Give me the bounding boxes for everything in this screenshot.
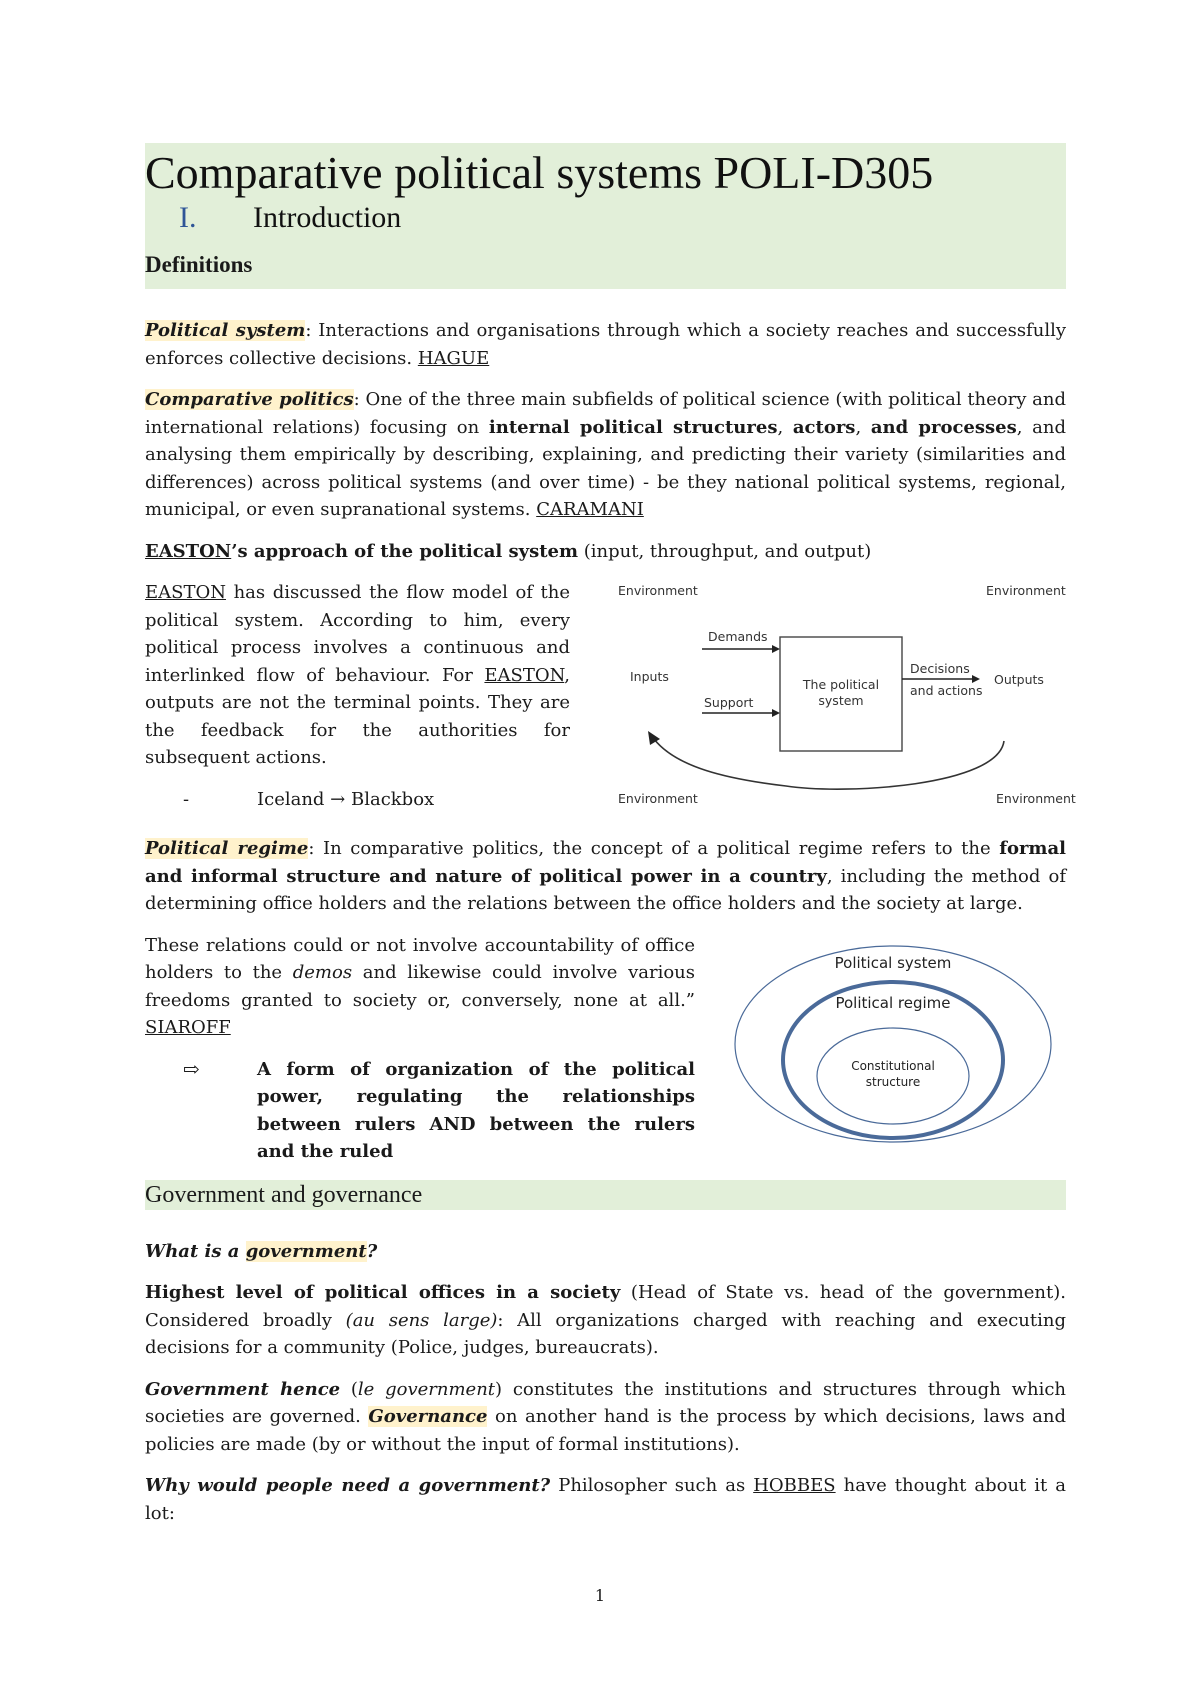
government-hence-paragraph: Government hence (le government) constitutes the institutions and structures through which societies are governed. Governance on another hand is the process by which decisions, laws and policies are made (by or without the input of formal institutions). bbox=[145, 1378, 1066, 1455]
document-title: Comparative political systems POLI-D305 bbox=[145, 147, 934, 198]
term-government: government bbox=[245, 1240, 367, 1262]
term-political-system: Political system bbox=[145, 320, 306, 341]
author-hobbes: HOBBES bbox=[753, 1475, 836, 1496]
relations-paragraph: These relations could or not involve accountability of office holders to the demos and likewise could involve various freedoms granted to society or, conversely, none at all.” SIAROFF bbox=[145, 934, 696, 1038]
title-block bbox=[145, 143, 1066, 289]
bullet-dash: - bbox=[183, 788, 190, 810]
label-environment-bottom-left: Environment bbox=[618, 791, 698, 806]
label-support: Support bbox=[704, 695, 754, 710]
regime-section bbox=[145, 932, 1066, 1166]
author-easton: EASTON bbox=[145, 540, 232, 562]
why-government-paragraph: Why would people need a government? Philosopher such as HOBBES have thought about it a lot: bbox=[145, 1475, 1066, 1524]
easton-paragraph: EASTON has discussed the flow model of the political system. According to him, every political process involves a continuous and interlinked flow of behaviour. For EASTON, outputs are not the terminal points. They are the feedback for the authorities for subsequent actions. bbox=[145, 582, 570, 768]
easton-flow-diagram bbox=[606, 581, 1076, 821]
regime-summary-text: A form of organization of the political power, regulating the relationships between rulers AND between the rulers and the ruled bbox=[257, 1058, 695, 1162]
label-inputs: Inputs bbox=[630, 669, 669, 684]
section-number: I. bbox=[179, 201, 197, 234]
label-political-regime: Political regime bbox=[835, 993, 951, 1012]
label-political-system: Political system bbox=[834, 953, 952, 972]
feedback-loop-arrow bbox=[654, 739, 1004, 789]
author-caramani: CARAMANI bbox=[536, 499, 644, 520]
political-system-definition: Political system: Interactions and organisations through which a society reaches and successfully enforces collective decisions. HAGUE bbox=[145, 320, 1066, 369]
right-arrow-icon: ⇨ bbox=[183, 1056, 200, 1081]
government-governance-heading: Government and governance bbox=[145, 1180, 1066, 1210]
highest-level-paragraph: Highest level of political offices in a society (Head of State vs. head of the government). Considered broadly (au sens large): All organizations charged with reaching and executing decisions for a community (Police, judges, bureaucrats). bbox=[145, 1282, 1066, 1358]
regime-text-column bbox=[145, 932, 695, 1166]
regime-summary bbox=[145, 1056, 695, 1166]
label-environment-bottom-right: Environment bbox=[996, 791, 1076, 806]
political-regime-definition: Political regime: In comparative politics, the concept of a political regime refers to the formal and informal structure and nature of political power in a country, including the method of determining office holders and the relations between the office holders and the society at large. bbox=[145, 838, 1066, 914]
label-decisions-line1: Decisions bbox=[910, 661, 970, 676]
section-label: Introduction bbox=[253, 201, 402, 234]
easton-section bbox=[145, 579, 1076, 821]
author-siaroff: SIAROFF bbox=[145, 1017, 231, 1038]
section-heading-introduction bbox=[145, 199, 1066, 237]
outer-circle-political-system bbox=[735, 946, 1051, 1142]
page-content bbox=[145, 143, 1076, 1527]
label-demands: Demands bbox=[708, 629, 768, 644]
label-constitutional-line1: Constitutional bbox=[851, 1058, 935, 1073]
comparative-politics-definition: Comparative politics: One of the three main subfields of political science (with political theory and international relations) focusing on internal political structures, actors, and processes, and analysing them empirically by describing, explaining, and predicting their variety (similarities and differences) across political systems (and over time) - be they national political systems, regional, municipal, or even supranational systems. CARAMANI bbox=[145, 389, 1066, 520]
definitions-heading: Definitions bbox=[145, 252, 253, 277]
list-item bbox=[145, 786, 570, 814]
support-arrowhead bbox=[772, 709, 780, 717]
label-system-line1: The political bbox=[802, 677, 880, 692]
easton-text-column bbox=[145, 579, 570, 821]
term-political-regime: Political regime bbox=[145, 838, 309, 859]
nested-circles-diagram bbox=[728, 936, 1058, 1146]
decisions-arrowhead bbox=[972, 675, 980, 683]
label-outputs: Outputs bbox=[994, 672, 1044, 687]
demands-arrowhead bbox=[772, 645, 780, 653]
easton-heading: EASTON’s approach of the political system (input, throughput, and output) bbox=[145, 540, 872, 562]
term-governance: Governance bbox=[368, 1406, 488, 1427]
label-constitutional-line2: structure bbox=[865, 1074, 921, 1089]
bullet-text: Iceland → Blackbox bbox=[257, 788, 435, 810]
label-system-line2: system bbox=[818, 693, 864, 708]
author-hague: HAGUE bbox=[417, 347, 490, 369]
term-comparative-politics: Comparative politics bbox=[145, 389, 354, 410]
what-is-government-question: What is a government? bbox=[145, 1240, 378, 1262]
page-number: 1 bbox=[594, 1586, 606, 1605]
label-environment-top-left: Environment bbox=[618, 583, 698, 598]
label-decisions-line2: and actions bbox=[910, 683, 983, 698]
label-environment-top-right: Environment bbox=[986, 583, 1066, 598]
